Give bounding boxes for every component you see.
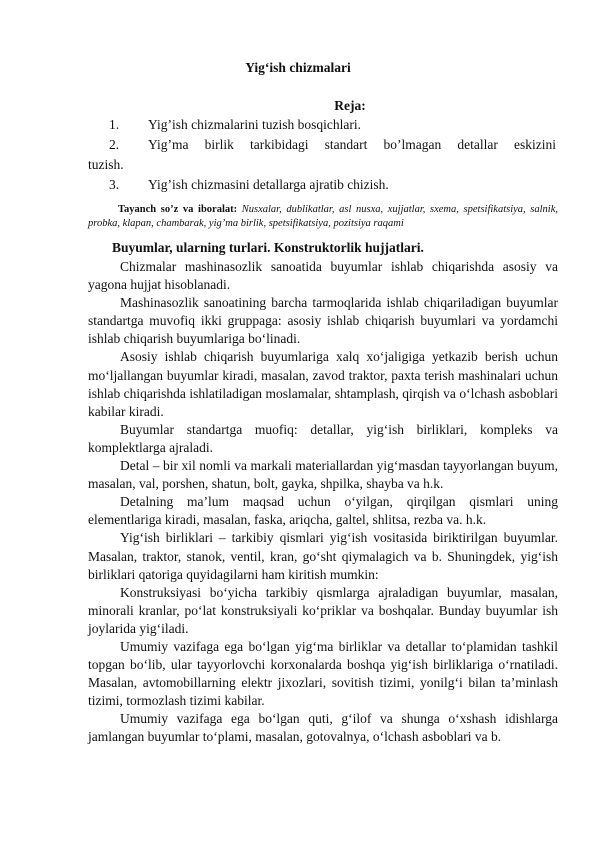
plan-heading: Reja: bbox=[334, 98, 366, 113]
paragraph: Detalning ma’lum maqsad uchun o‘yilgan, qirqilgan qismlari uning elementlariga kiradi, masalan, faska, ariqcha, galtel, shlitsa, rezba va. h.k. bbox=[88, 494, 558, 528]
plan-item-text: Yig’ish chizmasini detallarga ajratib chizish. bbox=[148, 177, 389, 192]
keywords-label: Tayanch so’z va iboralat: bbox=[118, 204, 238, 215]
plan-item-number: 3. bbox=[109, 177, 120, 192]
plan-item bbox=[88, 175, 556, 195]
paragraph: Yig‘ish birliklari – tarkibiy qismlari yig‘ish vositasida biriktirilgan buyumlar. Masalan, traktor, stanok, ventil, kran, go‘sht qiymalagich va b. Shuningdek, yig‘ish birliklari qatoriga quyidagilarni ham kiritish mumkin: bbox=[88, 530, 558, 582]
keywords-text: Nusxalar, dublikatlar, asl nusxa, xujjatlar, sxema, spetsifikatsiya, salnik, probka, klapan, chambarak, yig’ma birlik, spetsifikatsiya, pozitsiya raqami bbox=[88, 204, 558, 229]
page-title: Yig‘ish chizmalari bbox=[245, 60, 351, 75]
plan-list bbox=[88, 115, 556, 195]
paragraph: Detal – bir xil nomli va markali materiallardan yig‘masdan tayyorlangan buyum, masalan, val, porshen, shatun, bolt, gayka, shpilka, shayba va h.k. bbox=[88, 458, 558, 492]
paragraph: Konstruksiyasi bo‘yicha tarkibiy qismlarga ajraladigan buyumlar, masalan, minorali kranlar, po‘lat konstruksiyali ko‘priklar va boshqalar. Bunday buyumlar ish joylarida yig‘iladi. bbox=[88, 584, 558, 636]
paragraph: Asosiy ishlab chiqarish buyumlariga xalq xo‘jaligiga yetkazib berish uchun mo‘ljallangan buyumlar kiradi, masalan, zavod traktor, paxta terish mashinalari uchun ishlab chiqarishda ishlatiladigan moslamalar, shtamplash, qirqish va o‘lchash asboblari kabilar kiradi. bbox=[88, 349, 558, 419]
plan-item-number: 2. bbox=[109, 137, 120, 152]
paragraph: Chizmalar mashinasozlik sanoatida buyumlar ishlab chiqarishda asosiy va yagona hujjat hisoblanadi. bbox=[88, 259, 558, 293]
body-text bbox=[88, 258, 558, 747]
paragraph: Buyumlar standartga muofiq: detallar, yig‘ish birliklari, kompleks va komplektlarga ajraladi. bbox=[88, 421, 558, 455]
plan-item bbox=[88, 135, 556, 155]
plan-item bbox=[88, 115, 556, 135]
plan-item-text: Yig’ma birlik tarkibidagi standart bo’lmagan detallar eskizini bbox=[148, 137, 556, 152]
paragraph: Umumiy vazifaga ega bo‘lgan yig‘ma birliklar va detallar to‘plamidan tashkil topgan bo‘lib, ular tayyorlovchi korxonalarda boshqa yig‘ish birliklariga o‘rnatiladi. Masalan, avtomobillarning elektr jixozlari, sovitish tizimi, yonilg‘i bilan ta’minlash tizimi, tormozlash tizimi kabilar. bbox=[88, 638, 558, 709]
paragraph: Umumiy vazifaga ega bo‘lgan quti, g‘ilof va shunga o‘xshash idishlarga jamlangan buyumlar to‘plami, masalan, gotovalnya, o‘lchash asboblari va b. bbox=[88, 711, 558, 745]
paragraph: Mashinasozlik sanoatining barcha tarmoqlarida ishlab chiqariladigan buyumlar standartga muvofiq ikki gruppaga: asosiy ishlab chiqarish buyumlari va yordamchi ishlab chiqarish buyumlariga bo‘linadi. bbox=[88, 295, 558, 347]
keywords-block bbox=[88, 203, 558, 231]
plan-item-number: 1. bbox=[109, 117, 120, 132]
plan-item-text: Yig’ish chizmalarini tuzish bosqichlari. bbox=[148, 117, 361, 132]
plan-item-continuation: tuzish. bbox=[88, 157, 124, 172]
section-title: Buyumlar, ularning turlari. Konstruktorlik hujjatlari. bbox=[112, 240, 424, 255]
